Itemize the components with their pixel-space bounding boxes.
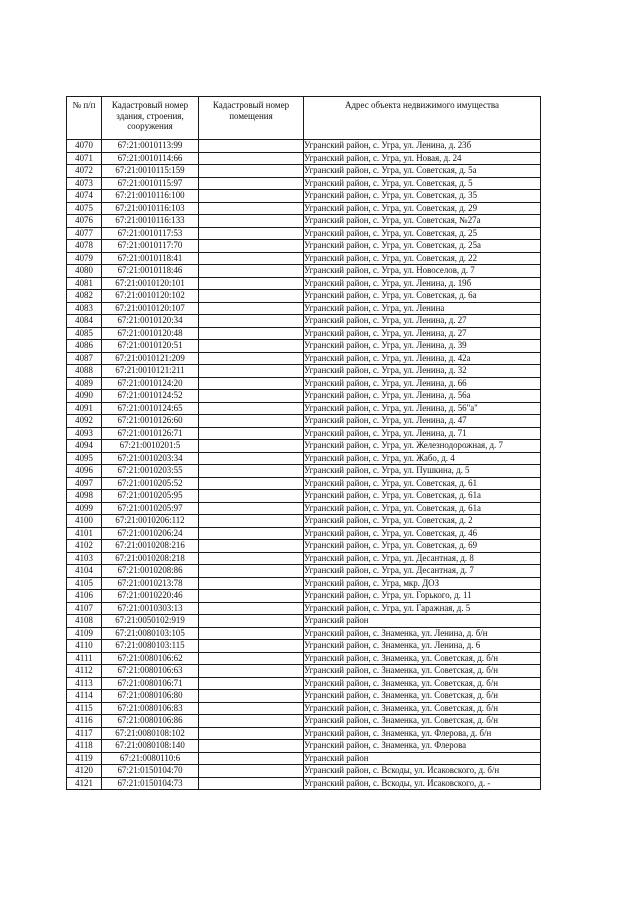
- room-cadastral-cell: [199, 590, 304, 603]
- row-number-cell: 4106: [67, 590, 102, 603]
- address-cell: Угранский район, с. Угра, ул. Советская, №27а: [304, 215, 541, 228]
- room-cadastral-cell: [199, 715, 304, 728]
- room-cadastral-cell: [199, 752, 304, 765]
- address-cell: Угранский район, с. Знаменка, ул. Советская, д. б/н: [304, 665, 541, 678]
- header-building-cadastral-number: Кадастровый номер здания, строения, сооружения: [102, 97, 199, 140]
- building-cadastral-cell: 67:21:0010220:46: [102, 590, 199, 603]
- table-row: [67, 615, 541, 628]
- table-header: [67, 97, 541, 140]
- room-cadastral-cell: [199, 402, 304, 415]
- table-row: [67, 327, 541, 340]
- table-row: [67, 315, 541, 328]
- room-cadastral-cell: [199, 327, 304, 340]
- building-cadastral-cell: 67:21:0080106:63: [102, 665, 199, 678]
- building-cadastral-cell: 67:21:0010126:60: [102, 415, 199, 428]
- building-cadastral-cell: 67:21:0010201:5: [102, 440, 199, 453]
- row-number-cell: 4093: [67, 427, 102, 440]
- table-row: [67, 777, 541, 790]
- table-row: [67, 140, 541, 153]
- row-number-cell: 4111: [67, 652, 102, 665]
- building-cadastral-cell: 67:21:0080108:102: [102, 727, 199, 740]
- table-row: [67, 190, 541, 203]
- room-cadastral-cell: [199, 777, 304, 790]
- room-cadastral-cell: [199, 365, 304, 378]
- table-row: [67, 377, 541, 390]
- row-number-cell: 4118: [67, 740, 102, 753]
- room-cadastral-cell: [199, 652, 304, 665]
- address-cell: Угранский район, с. Вскоды, ул. Исаковского, д. б/н: [304, 765, 541, 778]
- row-number-cell: 4083: [67, 302, 102, 315]
- room-cadastral-cell: [199, 140, 304, 153]
- table-row: [67, 677, 541, 690]
- building-cadastral-cell: 67:21:0080106:71: [102, 677, 199, 690]
- room-cadastral-cell: [199, 415, 304, 428]
- table-row: [67, 652, 541, 665]
- row-number-cell: 4113: [67, 677, 102, 690]
- room-cadastral-cell: [199, 227, 304, 240]
- address-cell: Угранский район, с. Угра, ул. Десантная, д. 7: [304, 565, 541, 578]
- address-cell: Угранский район, с. Угра, ул. Советская, д. 29: [304, 202, 541, 215]
- building-cadastral-cell: 67:21:0010126:71: [102, 427, 199, 440]
- building-cadastral-cell: 67:21:0010115:159: [102, 165, 199, 178]
- row-number-cell: 4115: [67, 702, 102, 715]
- table-row: [67, 252, 541, 265]
- row-number-cell: 4114: [67, 690, 102, 703]
- building-cadastral-cell: 67:21:0010114:66: [102, 152, 199, 165]
- building-cadastral-cell: 67:21:0010120:107: [102, 302, 199, 315]
- room-cadastral-cell: [199, 352, 304, 365]
- building-cadastral-cell: 67:21:0010118:46: [102, 265, 199, 278]
- address-cell: Угранский район, с. Угра, ул. Новая, д. 24: [304, 152, 541, 165]
- room-cadastral-cell: [199, 152, 304, 165]
- address-cell: Угранский район, с. Угра, ул. Железнодорожная, д. 7: [304, 440, 541, 453]
- table-row: [67, 527, 541, 540]
- table-row: [67, 515, 541, 528]
- row-number-cell: 4073: [67, 177, 102, 190]
- building-cadastral-cell: 67:21:0010120:102: [102, 290, 199, 303]
- table-row: [67, 227, 541, 240]
- table-row: [67, 715, 541, 728]
- row-number-cell: 4102: [67, 540, 102, 553]
- building-cadastral-cell: 67:21:0080106:83: [102, 702, 199, 715]
- building-cadastral-cell: 67:21:0010208:218: [102, 552, 199, 565]
- room-cadastral-cell: [199, 277, 304, 290]
- room-cadastral-cell: [199, 340, 304, 353]
- address-cell: Угранский район, с. Угра, ул. Ленина, д. 71: [304, 427, 541, 440]
- table-row: [67, 215, 541, 228]
- room-cadastral-cell: [199, 427, 304, 440]
- building-cadastral-cell: 67:21:0010120:48: [102, 327, 199, 340]
- table-row: [67, 265, 541, 278]
- table-row: [67, 565, 541, 578]
- row-number-cell: 4094: [67, 440, 102, 453]
- row-number-cell: 4085: [67, 327, 102, 340]
- building-cadastral-cell: 67:21:0080106:86: [102, 715, 199, 728]
- room-cadastral-cell: [199, 740, 304, 753]
- room-cadastral-cell: [199, 377, 304, 390]
- row-number-cell: 4099: [67, 502, 102, 515]
- row-number-cell: 4088: [67, 365, 102, 378]
- row-number-cell: 4089: [67, 377, 102, 390]
- address-cell: Угранский район, с. Знаменка, ул. Советская, д. б/н: [304, 715, 541, 728]
- building-cadastral-cell: 67:21:0080103:105: [102, 627, 199, 640]
- room-cadastral-cell: [199, 177, 304, 190]
- building-cadastral-cell: 67:21:0010208:86: [102, 565, 199, 578]
- room-cadastral-cell: [199, 302, 304, 315]
- row-number-cell: 4090: [67, 390, 102, 403]
- row-number-cell: 4101: [67, 527, 102, 540]
- building-cadastral-cell: 67:21:0010115:97: [102, 177, 199, 190]
- address-cell: Угранский район, с. Знаменка, ул. Флерова: [304, 740, 541, 753]
- header-room-cadastral-number: Кадастровый номер помещения: [199, 97, 304, 140]
- building-cadastral-cell: 67:21:0010116:100: [102, 190, 199, 203]
- table-row: [67, 440, 541, 453]
- table-row: [67, 165, 541, 178]
- building-cadastral-cell: 67:21:0010120:51: [102, 340, 199, 353]
- building-cadastral-cell: 67:21:0010117:70: [102, 240, 199, 253]
- table-row: [67, 502, 541, 515]
- building-cadastral-cell: 67:21:0010206:112: [102, 515, 199, 528]
- building-cadastral-cell: 67:21:0010206:24: [102, 527, 199, 540]
- building-cadastral-cell: 67:21:0010205:95: [102, 490, 199, 503]
- building-cadastral-cell: 67:21:0010116:103: [102, 202, 199, 215]
- building-cadastral-cell: 67:21:0150104:73: [102, 777, 199, 790]
- address-cell: Угранский район, с. Угра, ул. Советская, д. 5: [304, 177, 541, 190]
- address-cell: Угранский район, с. Угра, ул. Гаражная, д. 5: [304, 602, 541, 615]
- room-cadastral-cell: [199, 240, 304, 253]
- row-number-cell: 4103: [67, 552, 102, 565]
- building-cadastral-cell: 67:21:0010120:101: [102, 277, 199, 290]
- building-cadastral-cell: 67:21:0080106:62: [102, 652, 199, 665]
- row-number-cell: 4112: [67, 665, 102, 678]
- building-cadastral-cell: 67:21:0010118:41: [102, 252, 199, 265]
- building-cadastral-cell: 67:21:0010121:211: [102, 365, 199, 378]
- table-row: [67, 577, 541, 590]
- table-row: [67, 540, 541, 553]
- table-row: [67, 427, 541, 440]
- table-row: [67, 765, 541, 778]
- building-cadastral-cell: 67:21:0010205:52: [102, 477, 199, 490]
- address-cell: Угранский район, с. Угра, ул. Пушкина, д. 5: [304, 465, 541, 478]
- table-row: [67, 352, 541, 365]
- row-number-cell: 4100: [67, 515, 102, 528]
- table-row: [67, 552, 541, 565]
- address-cell: Угранский район, с. Угра, ул. Советская, д. 46: [304, 527, 541, 540]
- table-row: [67, 290, 541, 303]
- building-cadastral-cell: 67:21:0050102:919: [102, 615, 199, 628]
- row-number-cell: 4084: [67, 315, 102, 328]
- row-number-cell: 4070: [67, 140, 102, 153]
- address-cell: Угранский район, с. Угра, ул. Десантная, д. 8: [304, 552, 541, 565]
- building-cadastral-cell: 67:21:0010113:99: [102, 140, 199, 153]
- row-number-cell: 4087: [67, 352, 102, 365]
- room-cadastral-cell: [199, 577, 304, 590]
- table-row: [67, 590, 541, 603]
- room-cadastral-cell: [199, 527, 304, 540]
- address-cell: Угранский район, с. Угра, ул. Жабо, д. 4: [304, 452, 541, 465]
- address-cell: Угранский район, с. Угра, мкр. ДОЗ: [304, 577, 541, 590]
- address-cell: Угранский район, с. Угра, ул. Ленина, д. 47: [304, 415, 541, 428]
- room-cadastral-cell: [199, 440, 304, 453]
- building-cadastral-cell: 67:21:0080108:140: [102, 740, 199, 753]
- room-cadastral-cell: [199, 627, 304, 640]
- header-address: Адрес объекта недвижимого имущества: [304, 97, 541, 140]
- row-number-cell: 4072: [67, 165, 102, 178]
- row-number-cell: 4082: [67, 290, 102, 303]
- room-cadastral-cell: [199, 165, 304, 178]
- room-cadastral-cell: [199, 727, 304, 740]
- building-cadastral-cell: 67:21:0010124:52: [102, 390, 199, 403]
- address-cell: Угранский район, с. Знаменка, ул. Ленина, д. 6: [304, 640, 541, 653]
- room-cadastral-cell: [199, 190, 304, 203]
- address-cell: Угранский район, с. Угра, ул. Советская, д. 25: [304, 227, 541, 240]
- address-cell: Угранский район, с. Угра, ул. Ленина, д. 42а: [304, 352, 541, 365]
- address-cell: Угранский район, с. Угра, ул. Советская, д. 61: [304, 477, 541, 490]
- row-number-cell: 4080: [67, 265, 102, 278]
- row-number-cell: 4098: [67, 490, 102, 503]
- address-cell: Угранский район, с. Угра, ул. Советская, д. 6а: [304, 290, 541, 303]
- address-cell: Угранский район, с. Угра, ул. Ленина, д. 32: [304, 365, 541, 378]
- address-cell: Угранский район, с. Знаменка, ул. Советская, д. б/н: [304, 702, 541, 715]
- row-number-cell: 4104: [67, 565, 102, 578]
- table-row: [67, 390, 541, 403]
- row-number-cell: 4096: [67, 465, 102, 478]
- building-cadastral-cell: 67:21:0010120:34: [102, 315, 199, 328]
- building-cadastral-cell: 67:21:0010205:97: [102, 502, 199, 515]
- row-number-cell: 4105: [67, 577, 102, 590]
- row-number-cell: 4109: [67, 627, 102, 640]
- address-cell: Угранский район, с. Знаменка, ул. Советская, д. б/н: [304, 652, 541, 665]
- address-cell: Угранский район, с. Вскоды, ул. Исаковского, д. -: [304, 777, 541, 790]
- table-body: [67, 140, 541, 790]
- room-cadastral-cell: [199, 452, 304, 465]
- room-cadastral-cell: [199, 390, 304, 403]
- address-cell: Угранский район, с. Угра, ул. Ленина, д. 27: [304, 327, 541, 340]
- room-cadastral-cell: [199, 490, 304, 503]
- address-cell: Угранский район, с. Угра, ул. Советская, д. 22: [304, 252, 541, 265]
- row-number-cell: 4121: [67, 777, 102, 790]
- table-row: [67, 402, 541, 415]
- row-number-cell: 4120: [67, 765, 102, 778]
- row-number-cell: 4071: [67, 152, 102, 165]
- row-number-cell: 4117: [67, 727, 102, 740]
- table-row: [67, 490, 541, 503]
- row-number-cell: 4081: [67, 277, 102, 290]
- row-number-cell: 4119: [67, 752, 102, 765]
- table-row: [67, 690, 541, 703]
- building-cadastral-cell: 67:21:0080106:80: [102, 690, 199, 703]
- address-cell: Угранский район, с. Угра, ул. Советская, д. 25а: [304, 240, 541, 253]
- table-row: [67, 277, 541, 290]
- room-cadastral-cell: [199, 252, 304, 265]
- row-number-cell: 4074: [67, 190, 102, 203]
- room-cadastral-cell: [199, 315, 304, 328]
- address-cell: Угранский район, с. Угра, ул. Советская, д. 5а: [304, 165, 541, 178]
- room-cadastral-cell: [199, 665, 304, 678]
- table-row: [67, 602, 541, 615]
- address-cell: Угранский район, с. Знаменка, ул. Флерова, д. б/н: [304, 727, 541, 740]
- building-cadastral-cell: 67:21:0010116:133: [102, 215, 199, 228]
- address-cell: Угранский район, с. Угра, ул. Ленина, д. 56"а": [304, 402, 541, 415]
- table-row: [67, 340, 541, 353]
- table-row: [67, 152, 541, 165]
- building-cadastral-cell: 67:21:0080110:6: [102, 752, 199, 765]
- table-row: [67, 627, 541, 640]
- header-row: [67, 97, 541, 140]
- table-row: [67, 202, 541, 215]
- row-number-cell: 4076: [67, 215, 102, 228]
- address-cell: Угранский район, с. Угра, ул. Ленина, д. 66: [304, 377, 541, 390]
- room-cadastral-cell: [199, 602, 304, 615]
- room-cadastral-cell: [199, 615, 304, 628]
- room-cadastral-cell: [199, 690, 304, 703]
- room-cadastral-cell: [199, 202, 304, 215]
- row-number-cell: 4075: [67, 202, 102, 215]
- room-cadastral-cell: [199, 265, 304, 278]
- row-number-cell: 4086: [67, 340, 102, 353]
- row-number-cell: 4095: [67, 452, 102, 465]
- table-row: [67, 702, 541, 715]
- row-number-cell: 4107: [67, 602, 102, 615]
- property-register-table: [66, 96, 541, 790]
- address-cell: Угранский район, с. Угра, ул. Советская, д. 35: [304, 190, 541, 203]
- room-cadastral-cell: [199, 540, 304, 553]
- table-row: [67, 477, 541, 490]
- building-cadastral-cell: 67:21:0010213:78: [102, 577, 199, 590]
- building-cadastral-cell: 67:21:0010124:65: [102, 402, 199, 415]
- room-cadastral-cell: [199, 640, 304, 653]
- address-cell: Угранский район, с. Угра, ул. Советская, д. 61а: [304, 502, 541, 515]
- table-row: [67, 727, 541, 740]
- building-cadastral-cell: 67:21:0010203:55: [102, 465, 199, 478]
- room-cadastral-cell: [199, 765, 304, 778]
- table-row: [67, 465, 541, 478]
- row-number-cell: 4078: [67, 240, 102, 253]
- room-cadastral-cell: [199, 565, 304, 578]
- table-row: [67, 665, 541, 678]
- address-cell: Угранский район, с. Угра, ул. Ленина, д. 19б: [304, 277, 541, 290]
- address-cell: Угранский район, с. Угра, ул. Советская, д. 69: [304, 540, 541, 553]
- table-row: [67, 415, 541, 428]
- address-cell: Угранский район, с. Угра, ул. Ленина, д. 39: [304, 340, 541, 353]
- address-cell: Угранский район, с. Знаменка, ул. Советская, д. б/н: [304, 677, 541, 690]
- building-cadastral-cell: 67:21:0010117:53: [102, 227, 199, 240]
- address-cell: Угранский район, с. Знаменка, ул. Ленина, д. б/н: [304, 627, 541, 640]
- address-cell: Угранский район, с. Угра, ул. Ленина: [304, 302, 541, 315]
- table-row: [67, 302, 541, 315]
- address-cell: Угранский район: [304, 752, 541, 765]
- building-cadastral-cell: 67:21:0080103:115: [102, 640, 199, 653]
- row-number-cell: 4077: [67, 227, 102, 240]
- address-cell: Угранский район: [304, 615, 541, 628]
- building-cadastral-cell: 67:21:0010203:34: [102, 452, 199, 465]
- address-cell: Угранский район, с. Угра, ул. Горького, д. 11: [304, 590, 541, 603]
- address-cell: Угранский район, с. Угра, ул. Ленина, д. 23б: [304, 140, 541, 153]
- table-row: [67, 452, 541, 465]
- row-number-cell: 4110: [67, 640, 102, 653]
- address-cell: Угранский район, с. Угра, ул. Советская, д. 61а: [304, 490, 541, 503]
- building-cadastral-cell: 67:21:0010303:13: [102, 602, 199, 615]
- row-number-cell: 4097: [67, 477, 102, 490]
- header-row-number: № п/п: [67, 97, 102, 140]
- room-cadastral-cell: [199, 215, 304, 228]
- building-cadastral-cell: 67:21:0010208:216: [102, 540, 199, 553]
- building-cadastral-cell: 67:21:0010121:209: [102, 352, 199, 365]
- table-row: [67, 640, 541, 653]
- table-row: [67, 177, 541, 190]
- row-number-cell: 4092: [67, 415, 102, 428]
- table-row: [67, 240, 541, 253]
- table-row: [67, 365, 541, 378]
- table-row: [67, 752, 541, 765]
- address-cell: Угранский район, с. Угра, ул. Ленина, д. 56а: [304, 390, 541, 403]
- row-number-cell: 4108: [67, 615, 102, 628]
- row-number-cell: 4116: [67, 715, 102, 728]
- room-cadastral-cell: [199, 552, 304, 565]
- room-cadastral-cell: [199, 677, 304, 690]
- room-cadastral-cell: [199, 702, 304, 715]
- address-cell: Угранский район, с. Угра, ул. Советская, д. 2: [304, 515, 541, 528]
- address-cell: Угранский район, с. Угра, ул. Ленина, д. 27: [304, 315, 541, 328]
- room-cadastral-cell: [199, 515, 304, 528]
- row-number-cell: 4091: [67, 402, 102, 415]
- building-cadastral-cell: 67:21:0150104:70: [102, 765, 199, 778]
- room-cadastral-cell: [199, 290, 304, 303]
- room-cadastral-cell: [199, 465, 304, 478]
- address-cell: Угранский район, с. Знаменка, ул. Советская, д. б/н: [304, 690, 541, 703]
- room-cadastral-cell: [199, 477, 304, 490]
- room-cadastral-cell: [199, 502, 304, 515]
- table-row: [67, 740, 541, 753]
- address-cell: Угранский район, с. Угра, ул. Новоселов, д. 7: [304, 265, 541, 278]
- row-number-cell: 4079: [67, 252, 102, 265]
- building-cadastral-cell: 67:21:0010124:20: [102, 377, 199, 390]
